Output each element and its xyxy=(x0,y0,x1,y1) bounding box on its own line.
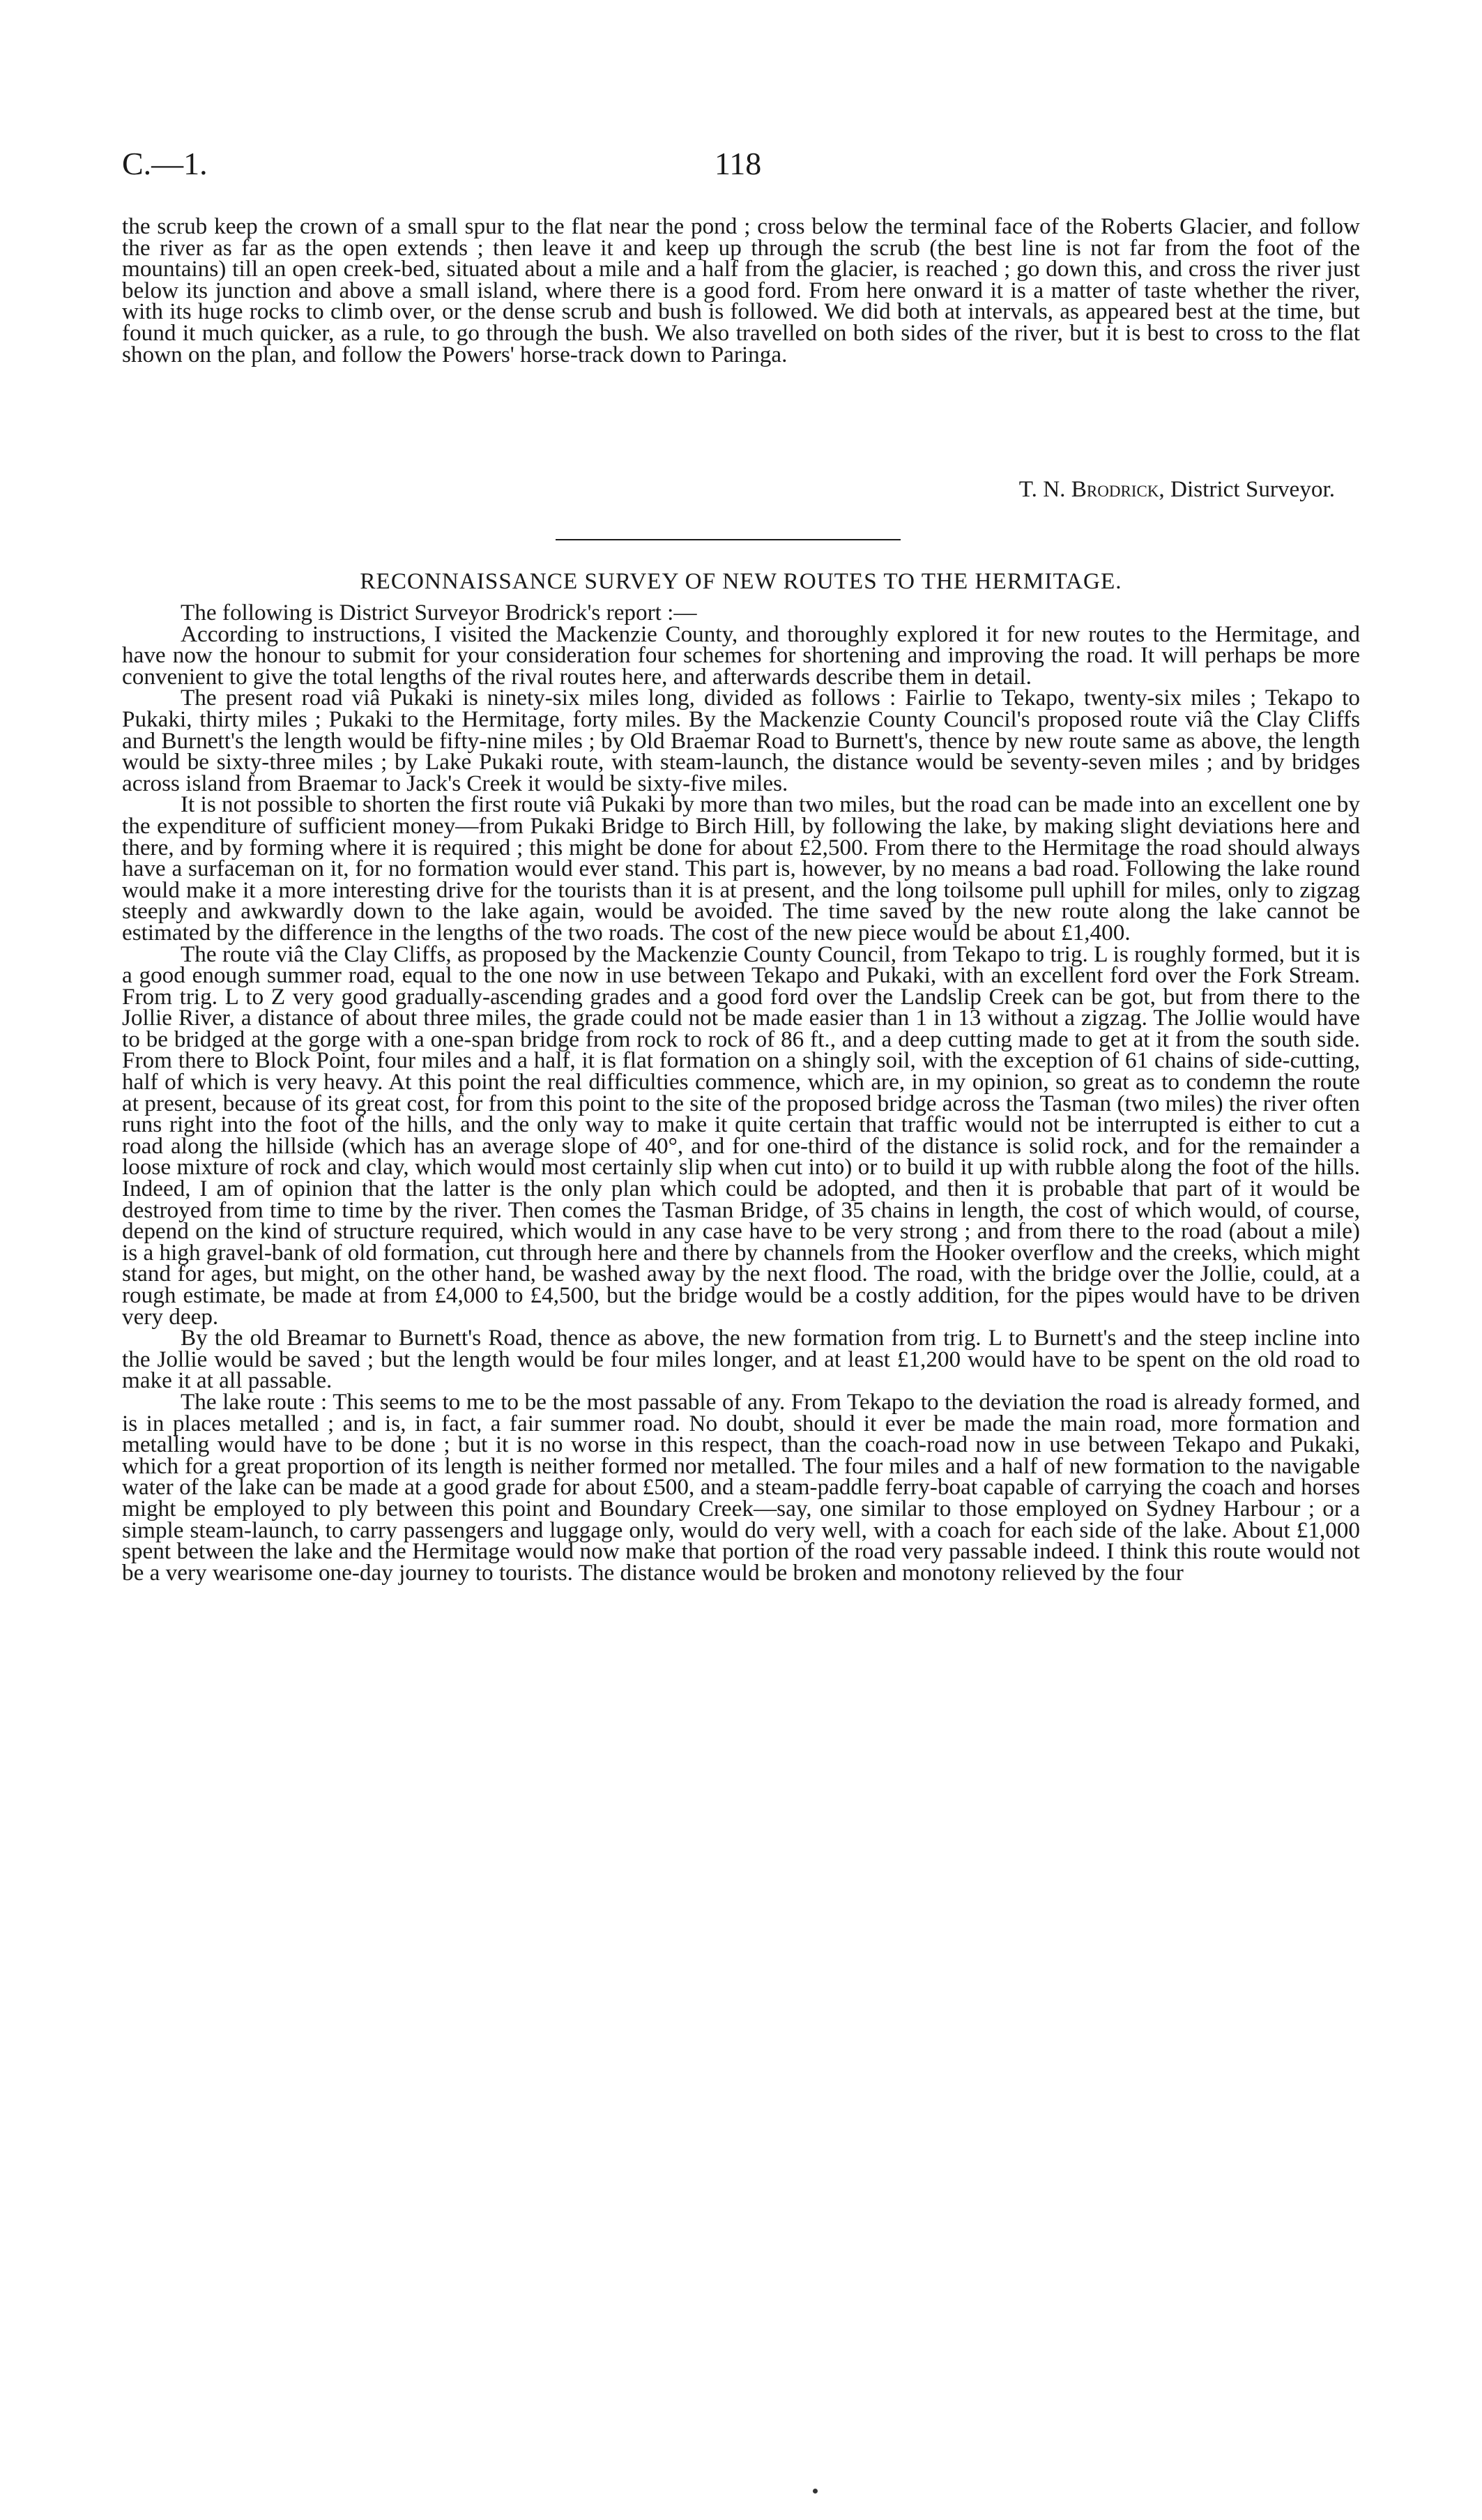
paragraph-lake-route: The lake route : This seems to me to be the most passable of any. From Tekapo to the deviation the road is already formed, and is in places metalled ; and is, in fact, a fair summer road. No doubt, should it ever be made the main road, more formation and metalling would have to be done ; but it is no worse in this respect, than the coach-road now in use between Tekapo and Pukaki, which for a great proportion of its length is neither formed nor metalled. The four miles and a half of new formation to the navigable water of the lake can be made at a good grade for about £500, and a steam-paddle ferry-boat capable of carrying the coach and horses might be employed to ply between this point and Boundary Creek—say, one similar to those employed on Sydney Harbour ; or a simple steam-launch, to carry passengers and luggage only, would do very well, with a coach for each side of the lake. About £1,000 spent between the lake and the Hermitage would now make that portion of the road very passable indeed. I think this route would not be a very wearisome one-day journey to tourists. The distance would be broken and monotony relieved by the four xyxy=(122,1388,1360,1586)
continued-paragraph: the scrub keep the crown of a small spur to the flat near the pond ; cross below the terminal face of the Roberts Glacier, and follow the river as far as the open extends ; then leave it and keep up through the scrub (the best line is not far from the foot of the mountains) till an open creek-bed, situated about a mile and a half from the glacier, is reached ; go down this, and cross the river just below its junction and above a small island, where there is a good ford. From here onward it is a matter of taste whether the river, with its huge rocks to climb over, or the dense scrub and bush is followed. We did both at intervals, as appeared best at the time, but found it much quicker, as a rule, to go through the bush. We also travelled on both sides of the river, but it is best to cross to the flat shown on the plan, and follow the Powers' horse-track down to Paringa. xyxy=(122,213,1360,367)
page-mark xyxy=(813,2489,818,2494)
signature-surname: Brodrick xyxy=(1071,476,1159,502)
page-header xyxy=(122,143,1360,192)
report-intro: The following is District Surveyor Brodrick's report :— xyxy=(181,600,697,625)
paragraph-pukaki-route: It is not possible to shorten the first route viâ Pukaki by more than two miles, but the road can be made into an excellent one by the expenditure of sufficient money—from Pukaki Bridge to Birch Hill, by following the lake, by making slight deviations here and there, and by forming where it is required ; this might be done for about £2,500. From there to the Hermitage the road should always have a surfaceman on it, for no formation would ever stand. This part is, however, by no means a bad road. Following the lake round would make it a more interesting drive for the tourists than it is at present, and the long toilsome pull uphill for miles, only to zigzag steeply and awkwardly down to the lake again, would be avoided. The time saved by the new route along the lake cannot be estimated by the difference in the lengths of the two roads. The cost of the new piece would be about £1,400. xyxy=(122,791,1360,946)
paragraph-instructions: According to instructions, I visited the Mackenzie County, and thoroughly explored it for new routes to the Hermitage, and have now the honour to submit for your consideration four schemes for shortening and improving the road. It will perhaps be more convenient to give the total lengths of the rival routes here, and afterwards describe them in detail. xyxy=(122,621,1360,690)
section-divider xyxy=(556,539,901,540)
document-reference: C.—1. xyxy=(122,146,208,181)
signature-initials: T. N. xyxy=(1018,476,1066,502)
page-number: 118 xyxy=(715,146,762,181)
paragraph-route-lengths: The present road viâ Pukaki is ninety-six miles long, divided as follows : Fairlie to Tekapo, twenty-six miles ; Tekapo to Pukaki, thirty miles ; Pukaki to the Hermitage, forty miles. By the Mackenzie County Council's proposed route viâ the Clay Cliffs and Burnett's the length would be fifty-nine miles ; by Old Braemar Road to Burnett's, thence by new route same as above, the length would be sixty-three miles ; by Lake Pukaki route, with steam-launch, the distance would be seventy-seven miles ; and by bridges across island from Braemar to Jack's Creek it would be sixty-five miles. xyxy=(122,685,1360,796)
paragraph-braemar-route: By the old Breamar to Burnett's Road, thence as above, the new formation from trig. L to Burnett's and the steep incline into the Jollie would be saved ; but the length would be four miles longer, and at least £1,200 would have to be spent on the old road to make it at all passable. xyxy=(122,1325,1360,1394)
report-body xyxy=(122,602,1360,1584)
continued-text-block xyxy=(122,213,1360,367)
signature-line xyxy=(122,476,1360,502)
paragraph-clay-cliffs-route: The route viâ the Clay Cliffs, as proposed by the Mackenzie County Council, from Tekapo to trig. L is roughly formed, but it is a good enough summer road, equal to the one now in use between Tekapo and Pukaki, with an excellent ford over the Fork Stream. From trig. L to Z very good gradually-ascending grades and a good ford over the Landslip Creek can be got, but from there to the Jollie River, a distance of about three miles, the grade could not be made easier than 1 in 13 without a zigzag. The Jollie would have to be bridged at the gorge with a one-span bridge from rock to rock of 86 ft., and a deep cutting made to get at it from the south side. From there to Block Point, four miles and a half, it is flat formation on a shingly soil, with the exception of 61 chains of side-cutting, half of which is very heavy. At this point the real difficulties commence, which are, in my opinion, so great as to condemn the route at present, because of its great cost, for from this point to the site of the proposed bridge across the Tasman (two miles) the river often runs right into the foot of the hills, and the only way to make it quite certain that traffic would not be interrupted is either to cut a road along the hillside (which has an average slope of 40°, and for one-third of the distance is solid rock, and for the remainder a loose mixture of rock and clay, which would most certainly slip when cut into) or to build it up with rubble along the foot of the hills. Indeed, I am of opinion that the latter is the only plan which could be adopted, and then it is probable that part of it would be destroyed from time to time by the river. Then comes the Tasman Bridge, of 35 chains in length, the cost of which would, of course, depend on the kind of structure required, which would in any case have to be very strong ; and from there to the road (about a mile) is a high gravel-bank of old formation, cut through here and there by channels from the Hooker overflow and the creeks, which might stand for ages, but might, on the other hand, be washed away by the next flood. The road, with the bridge over the Jollie, could, at a rough estimate, be made at from £4,000 to £4,500, but the bridge would be a costly addition, for the pipes would have to be driven very deep. xyxy=(122,941,1360,1330)
section-heading: RECONNAISSANCE SURVEY OF NEW ROUTES TO THE HERMITAGE. xyxy=(360,568,1122,594)
signature-title: , District Surveyor. xyxy=(1159,476,1335,502)
